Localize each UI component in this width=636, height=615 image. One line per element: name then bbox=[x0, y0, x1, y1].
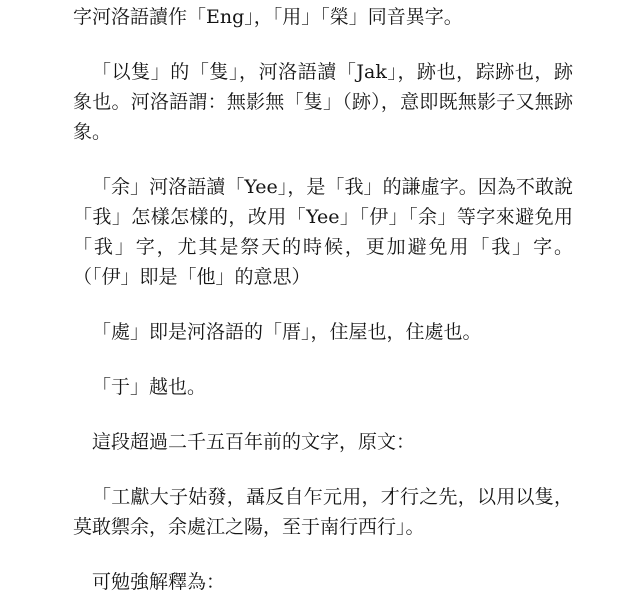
paragraph-jak-explanation: 「以隻」的「隻」，河洛語讀「Jak」，跡也，踪跡也，跡象也。河洛語謂：無影無「隻」（跡），意即既無影子又無跡象。 bbox=[73, 61, 573, 143]
paragraph-yee-explanation: 「余」河洛語讀「Yee」，是「我」的謙虛字。因為不敢說「我」怎樣怎樣的，改用「Yee」「伊」「余」等字來避免用「我」字，尤其是祭天的時候，更加避免用「我」字。（「伊」即是「他」的意思） bbox=[73, 176, 573, 288]
paragraph-interpretation-intro: 可勉強解釋為： bbox=[92, 571, 226, 593]
paragraph-yu-explanation: 「于」越也。 bbox=[92, 376, 207, 398]
paragraph-original-intro: 這段超過二千五百年前的文字，原文： bbox=[92, 431, 416, 453]
paragraph-original-text: 「工獻大子姑發，聶反自乍元用，才行之先，以用以隻，莫敢禦余，余處江之陽，至于南行西行」。 bbox=[73, 486, 573, 538]
paragraph-chu-explanation: 「處」即是河洛語的「厝」，住屋也，住處也。 bbox=[92, 321, 482, 343]
article-body bbox=[73, 2, 573, 615]
paragraph-eng-pronunciation: 字河洛語讀作「Eng」，「用」「榮」同音異字。 bbox=[73, 6, 463, 28]
